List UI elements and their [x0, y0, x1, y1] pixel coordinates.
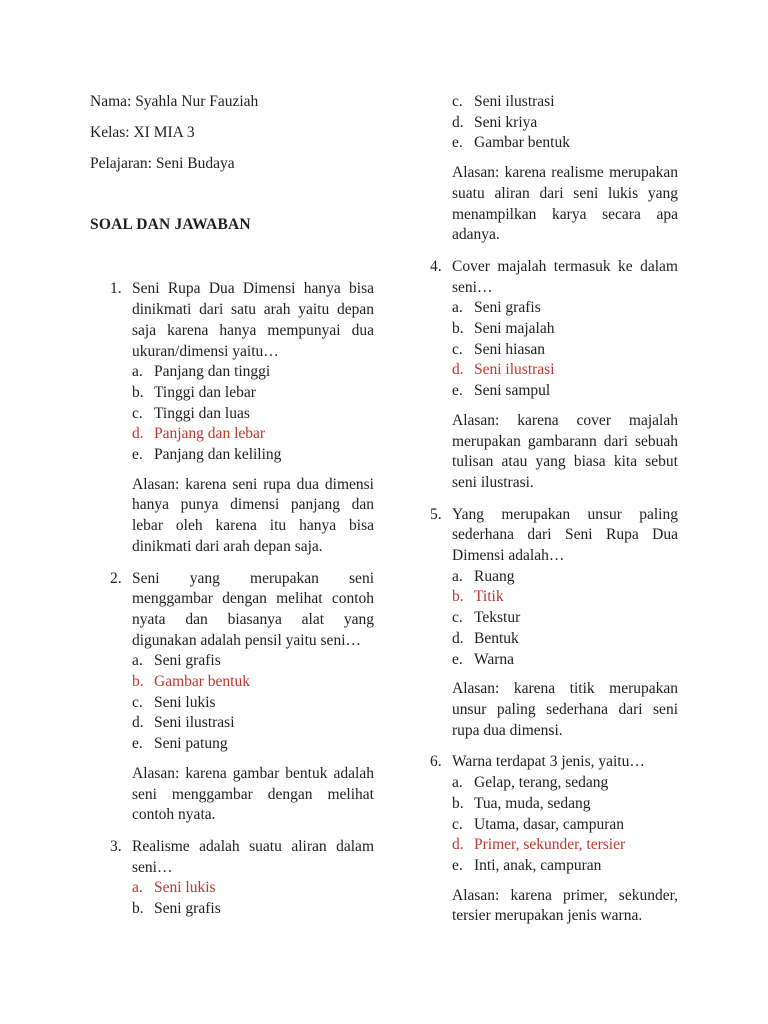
question-block [430, 505, 678, 742]
student-class-line: Kelas: XI MIA 3 [90, 124, 195, 141]
option-letter: d. [132, 425, 144, 443]
student-name-line: Nama: Syahla Nur Fauziah [90, 93, 259, 110]
question-header [430, 257, 678, 298]
option-letter: e. [452, 856, 463, 874]
option-letter: b. [452, 794, 464, 812]
option-label: Utama, dasar, campuran [474, 815, 625, 833]
option-label: Warna [474, 650, 515, 668]
question-text: Realisme adalah suatu aliran dalam seni… [132, 837, 374, 876]
option-letter: a. [132, 879, 143, 897]
answer-reason: Alasan: karena primer, sekunder, tersier merupakan jenis warna. [452, 886, 678, 925]
question-block [430, 92, 678, 246]
option-label: Seni patung [154, 735, 228, 753]
option-label: Tekstur [474, 609, 521, 627]
option-row [452, 794, 678, 815]
option-row [452, 319, 678, 340]
question-number: 6. [430, 753, 442, 771]
question-text: Seni yang merupakan seni menggambar dengan melihat contoh nyata dan biasanya alat yang digunakan adalah pensil yaitu seni… [132, 569, 374, 649]
answer-reason: Alasan: karena cover majalah merupakan gambarann dari sebuah tulisan atau yang biasa kita sebut seni ilustrasi. [452, 411, 678, 491]
option-letter: c. [452, 609, 463, 627]
right-column [430, 92, 678, 938]
question-text: Seni Rupa Dua Dimensi hanya bisa dinikmati dari satu arah yaitu depan saja karena hanya mempunyai dua ukuran/dimensi yaitu… [132, 280, 374, 360]
option-row [452, 815, 678, 836]
question-block [430, 752, 678, 927]
question-header [110, 279, 374, 362]
option-label: Seni hiasan [474, 340, 546, 358]
question-block [110, 569, 374, 826]
question-text: Yang merupakan unsur paling sederhana dari Seni Rupa Dua Dimensi adalah… [452, 505, 678, 565]
answer-reason: Alasan: karena realisme merupakan suatu aliran dari seni lukis yang menampilkan karya secara apa adanya. [452, 164, 678, 244]
option-row [132, 899, 374, 920]
option-letter: c. [452, 340, 463, 358]
option-letter: e. [132, 735, 143, 753]
answer-reason: Alasan: karena seni rupa dua dimensi hanya punya dimensi panjang dan lebar oleh karena itu hanya bisa dinikmati dari arah depan saja. [132, 475, 374, 555]
option-letter: e. [452, 382, 463, 400]
question-header [430, 505, 678, 567]
option-letter: a. [132, 363, 143, 381]
option-letter: c. [132, 404, 143, 422]
option-row [452, 629, 678, 650]
question-number: 3. [110, 837, 122, 855]
option-letter: d. [452, 836, 464, 854]
section-title: SOAL DAN JAWABAN [90, 215, 251, 233]
question-number: 4. [430, 257, 442, 275]
right-question-list [430, 92, 678, 927]
option-label: Bentuk [474, 629, 519, 647]
option-letter: c. [452, 93, 463, 110]
option-row [452, 650, 678, 671]
option-row [452, 381, 678, 402]
question-block [110, 279, 374, 557]
option-label: Seni grafis [154, 652, 221, 670]
option-row [132, 672, 374, 693]
question-block [110, 837, 374, 920]
option-label: Seni ilustrasi [154, 714, 235, 732]
option-label: Gambar bentuk [154, 673, 250, 691]
option-letter: c. [132, 693, 143, 711]
option-label: Tua, muda, sedang [474, 794, 591, 812]
option-row [452, 835, 678, 856]
option-row [452, 856, 678, 877]
option-row [452, 113, 678, 134]
option-row [452, 298, 678, 319]
option-row [132, 713, 374, 734]
option-label: Seni ilustrasi [474, 361, 555, 379]
option-row [132, 651, 374, 672]
question-text: Warna terdapat 3 jenis, yaitu… [452, 753, 645, 771]
option-label: Seni ilustrasi [474, 93, 555, 110]
option-label: Tinggi dan lebar [154, 383, 256, 401]
answer-reason: Alasan: karena titik merupakan unsur paling sederhana dari seni rupa dua dimensi. [452, 680, 678, 739]
option-letter: b. [452, 588, 464, 606]
option-label: Primer, sekunder, tersier [474, 836, 626, 854]
option-letter: b. [132, 673, 144, 691]
option-letter: d. [452, 113, 464, 131]
option-letter: a. [132, 652, 143, 670]
option-row [452, 340, 678, 361]
question-number: 1. [110, 280, 122, 298]
question-number: 2. [110, 569, 122, 587]
option-row [132, 404, 374, 425]
question-text: Cover majalah termasuk ke dalam seni… [452, 257, 678, 296]
option-letter: a. [452, 299, 463, 317]
option-label: Seni majalah [474, 320, 555, 338]
option-letter: d. [452, 361, 464, 379]
option-letter: e. [452, 650, 463, 668]
question-header [430, 752, 678, 773]
option-label: Panjang dan keliling [154, 446, 282, 464]
option-letter: d. [132, 714, 144, 732]
option-row [452, 773, 678, 794]
question-number: 5. [430, 505, 442, 523]
option-row [132, 445, 374, 466]
option-label: Gambar bentuk [474, 134, 570, 152]
option-letter: a. [452, 774, 463, 792]
option-label: Seni grafis [154, 900, 221, 918]
option-label: Titik [474, 588, 504, 606]
question-block [430, 257, 678, 494]
option-label: Inti, anak, campuran [474, 856, 602, 874]
left-question-list [90, 279, 374, 919]
option-label: Gelap, terang, sedang [474, 774, 609, 792]
left-column [90, 92, 374, 920]
option-letter: b. [132, 383, 144, 401]
option-label: Seni lukis [154, 693, 216, 711]
subject-line: Pelajaran: Seni Budaya [90, 155, 235, 172]
question-header [110, 837, 374, 878]
option-row [452, 92, 678, 113]
answer-reason: Alasan: karena gambar bentuk adalah seni menggambar dengan melihat contoh nyata. [132, 764, 374, 824]
option-label: Seni kriya [474, 113, 538, 131]
option-row [452, 608, 678, 629]
option-row [452, 360, 678, 381]
option-label: Seni sampul [474, 382, 551, 400]
option-label: Seni grafis [474, 299, 541, 317]
option-row [452, 133, 678, 154]
option-letter: b. [132, 900, 144, 918]
option-row [132, 734, 374, 755]
option-letter: b. [452, 320, 464, 338]
option-label: Seni lukis [154, 879, 216, 897]
option-row [452, 587, 678, 608]
option-letter: d. [452, 629, 464, 647]
question-header [110, 569, 374, 652]
option-letter: c. [452, 815, 463, 833]
option-row [132, 383, 374, 404]
option-letter: a. [452, 567, 463, 585]
option-letter: e. [452, 134, 463, 152]
option-letter: e. [132, 446, 143, 464]
option-label: Tinggi dan luas [154, 404, 250, 422]
option-row [452, 567, 678, 588]
option-row [132, 693, 374, 714]
option-label: Panjang dan lebar [154, 425, 266, 443]
option-row [132, 362, 374, 383]
option-label: Ruang [474, 567, 515, 585]
option-label: Panjang dan tinggi [154, 363, 271, 381]
option-row [132, 878, 374, 899]
option-row [132, 424, 374, 445]
